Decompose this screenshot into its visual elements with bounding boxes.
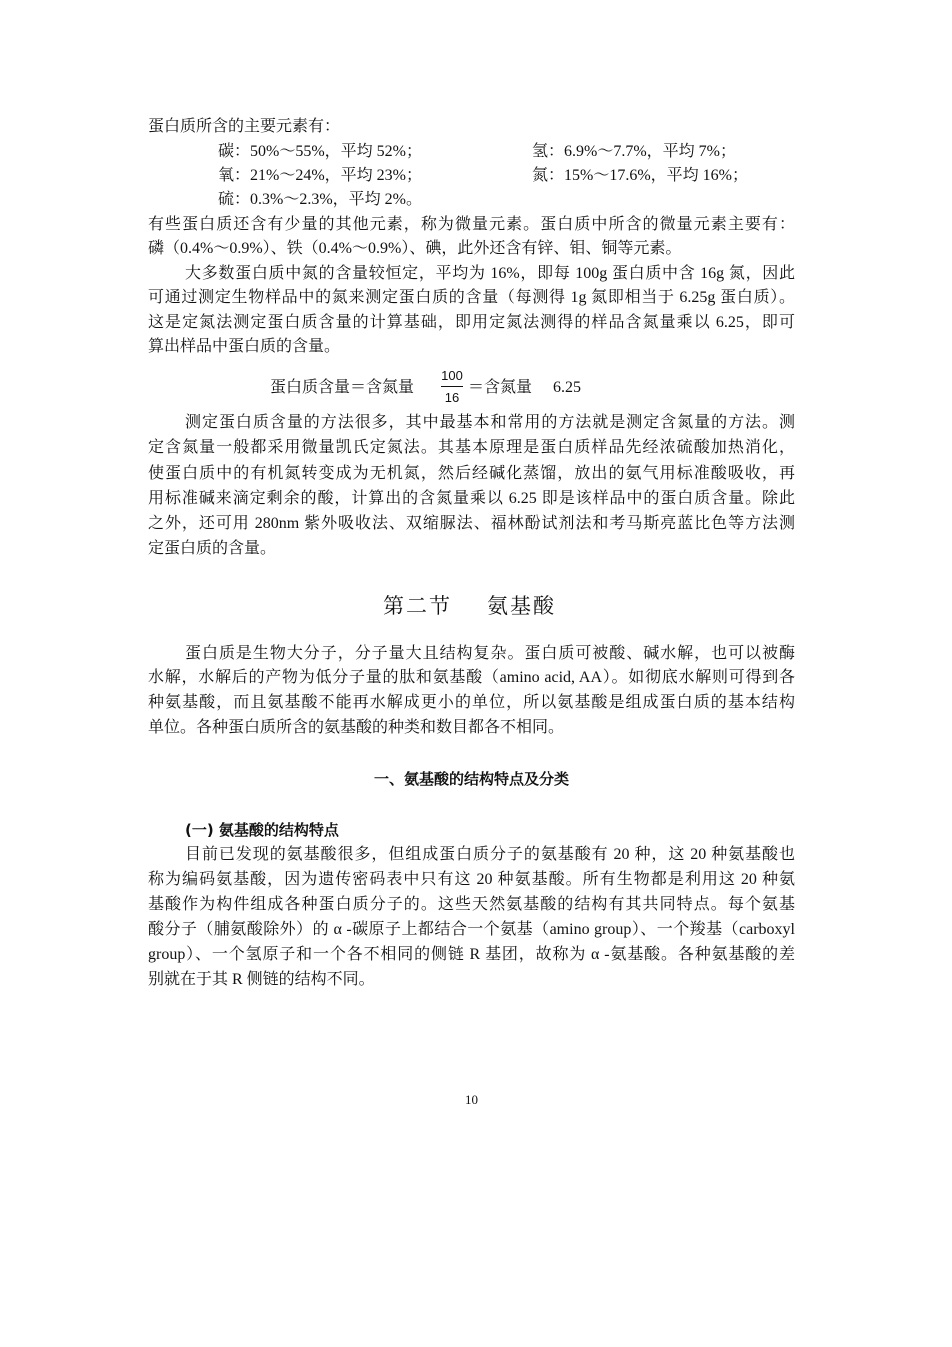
text-line: 定蛋白质的含量。	[148, 540, 277, 557]
text-line: 目前已发现的氨基酸很多，但组成蛋白质分子的氨基酸有 20 种，这 20 种氨基酸也	[185, 846, 795, 863]
text-line: 酸分子（脯氨酸除外）的 α -碳原子上都结合一个氨基（amino group）、一个羧基（carboxyl	[148, 921, 795, 938]
text-line: 磷（0.4%～0.9%）、铁（0.4%～0.9%）、碘，此外还含有锌、钼、铜等元素。	[148, 240, 682, 257]
text-line: 测定蛋白质含量的方法很多，其中最基本和常用的方法就是测定含氮量的方法。测	[185, 414, 795, 431]
element-carbon: 碳：50%～55%，平均 52%；	[218, 143, 422, 160]
text-line: 算出样品中蛋白质的含量。	[148, 338, 341, 355]
text-line: 种氨基酸，而且氨基酸不能再水解成更小的单位，所以氨基酸是组成蛋白质的基本结构	[148, 694, 795, 711]
formula-numerator: 100	[441, 368, 463, 383]
page-number: 10	[465, 1092, 478, 1107]
section-title: 氨基酸	[487, 594, 556, 618]
element-oxygen: 氧：21%～24%，平均 23%；	[218, 167, 422, 184]
text-line: group）、一个氢原子和一个各不相同的侧链 R 基团，故称为 α -氨基酸。各种氨基酸的差	[148, 946, 795, 963]
text-line: 使蛋白质中的有机氮转变成为无机氮，然后经碱化蒸馏，放出的氨气用标准酸吸收，再	[148, 465, 795, 482]
text-line: 有些蛋白质还含有少量的其他元素，称为微量元素。蛋白质中所含的微量元素主要有：	[148, 216, 795, 233]
formula-mid: ＝含氮量	[468, 379, 533, 396]
text-line: 之外，还可用 280nm 紫外吸收法、双缩脲法、福林酚试剂法和考马斯亮蓝比色等方法测	[148, 515, 795, 532]
elements-intro: 蛋白质所含的主要元素有：	[148, 118, 341, 135]
text-line: 别就在于其 R 侧链的结构不同。	[148, 971, 375, 988]
text-line: 单位。各种蛋白质所含的氨基酸的种类和数目都各不相同。	[148, 719, 565, 736]
element-nitrogen: 氮：15%～17.6%，平均 16%；	[532, 167, 748, 184]
subsubheading: (一) 氨基酸的结构特点	[185, 821, 339, 839]
element-sulfur: 硫：0.3%～2.3%，平均 2%。	[218, 191, 422, 208]
text-line: 水解，水解后的产物为低分子量的肽和氨基酸（amino acid, AA）。如彻底水解则可得到各	[148, 669, 795, 686]
text-line: 可通过测定生物样品中的氮来测定蛋白质的含量（每测得 1g 氮即相当于 6.25g 蛋白质）。	[148, 289, 795, 306]
section-number: 第二节	[383, 594, 452, 618]
text-line: 称为编码氨基酸，因为遗传密码表中只有这 20 种氨基酸。所有生物都是利用这 20 种氨	[148, 871, 795, 888]
text-line: 用标准碱来滴定剩余的酸，计算出的含氮量乘以 6.25 即是该样品中的蛋白质含量。除此	[148, 490, 795, 507]
formula-factor: 6.25	[553, 379, 581, 396]
subheading: 一、氨基酸的结构特点及分类	[373, 770, 569, 788]
formula-lhs: 蛋白质含量＝含氮量	[270, 379, 415, 396]
formula-fraction-bar	[441, 386, 463, 387]
text-line: 定含氮量一般都采用微量凯氏定氮法。其基本原理是蛋白质样品先经浓硫酸加热消化，	[148, 439, 795, 456]
element-hydrogen: 氢：6.9%～7.7%，平均 7%；	[532, 143, 736, 160]
text-line: 蛋白质是生物大分子，分子量大且结构复杂。蛋白质可被酸、碱水解，也可以被酶	[185, 645, 795, 662]
text-line: 这是定氮法测定蛋白质含量的计算基础，即用定氮法测得的样品含氮量乘以 6.25，即可	[148, 314, 795, 331]
text-line: 大多数蛋白质中氮的含量较恒定，平均为 16%，即每 100g 蛋白质中含 16g 氮，因此	[185, 265, 795, 282]
text-line: 基酸作为构件组成各种蛋白质分子的。这些天然氨基酸的结构有其共同特点。每个氨基	[148, 896, 795, 913]
formula-denominator: 16	[444, 390, 460, 405]
